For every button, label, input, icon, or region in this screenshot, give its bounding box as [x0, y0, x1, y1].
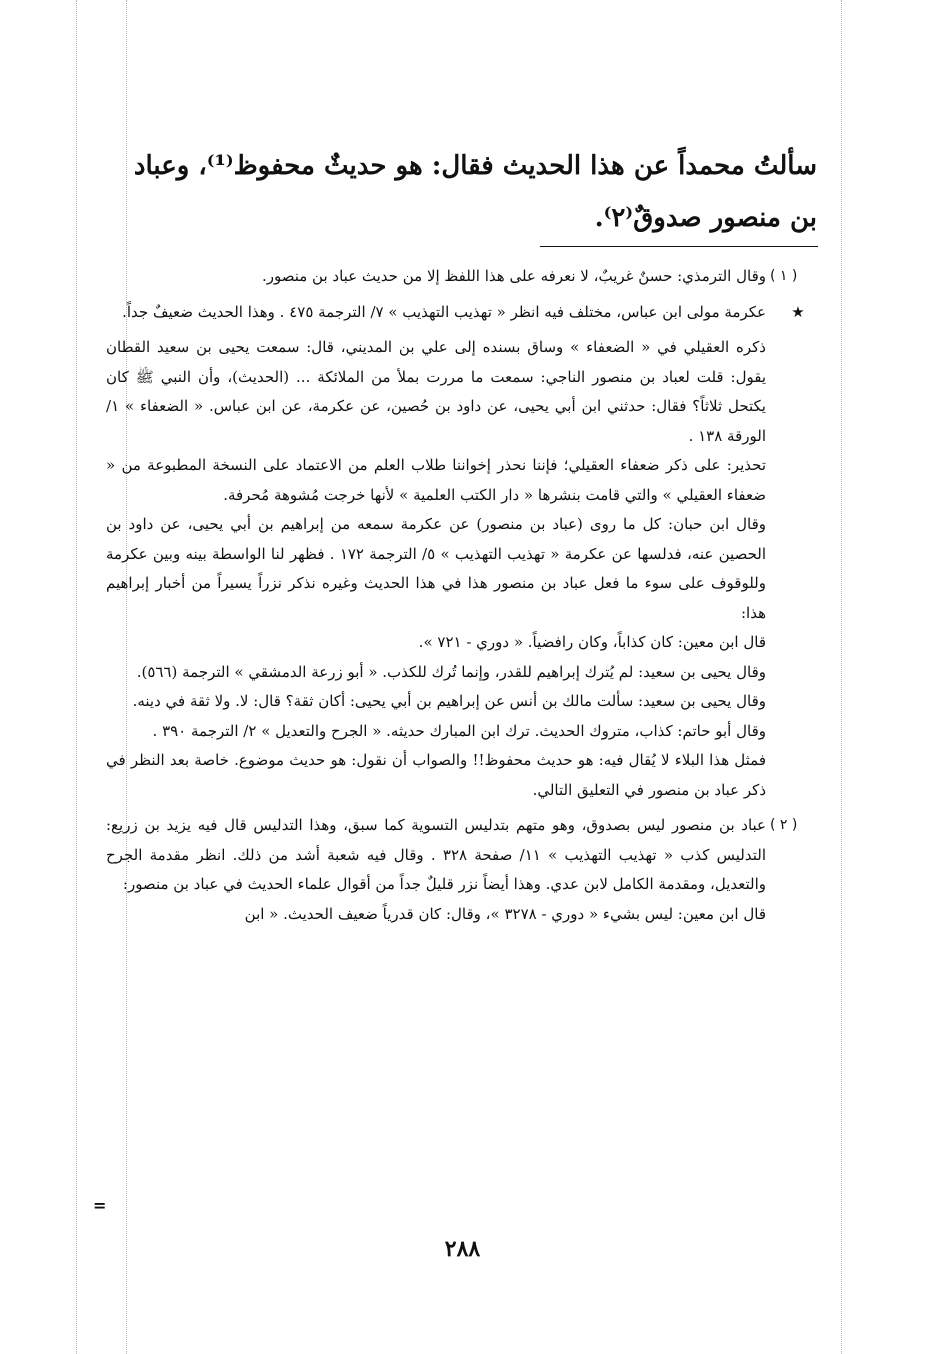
footnote-1 [106, 262, 826, 292]
page-number: ٢٨٨ [444, 1236, 481, 1262]
footnotes [106, 262, 826, 935]
footnote-separator [540, 246, 818, 247]
footnote-paragraph: فمثل هذا البلاء لا يُقال فيه: هو حديث محفوظ!! والصواب أن نقول: هو حديث موضوع. خاصة بعد النظر في ذكر عباد بن منصور في التعليق التالي. [106, 751, 766, 799]
footnote-paragraph: قال ابن معين: ليس بشيء « دوري - ٣٢٧٨ »، وقال: كان قدرياً ضعيف الحديث. « ابن [244, 904, 766, 923]
star-icon: ★ [791, 302, 805, 321]
footnote-paragraph: وقال ابن حبان: كل ما روى (عباد بن منصور) عن عكرمة سمعه من إبراهيم بن أبي يحيى، عن داود بن الحصين عنه، فدلسها عن عكرمة « تهذيب التهذيب » ٥/ الترجمة ١٧٢ . فظهر لنا الواسطة بينه وبين عكرمة وللوقوف على سوء ما فعل عباد بن منصور هذا في هذا الحديث وغيره نذكر نزراً يسيراً من أخبار إبراهيم هذا: [106, 515, 766, 622]
footnote-paragraph: عكرمة مولى ابن عباس، مختلف فيه انظر « تهذيب التهذيب » ٧/ الترجمة ٤٧٥ . وهذا الحديث ضعيفٌ جداً. [122, 302, 766, 321]
footnote-paragraph: وقال أبو حاتم: كذاب، متروك الحديث. ترك ابن المبارك حديثه. « الجرح والتعديل » ٢/ الترجمة ٣٩٠ . [152, 721, 766, 740]
footnote-paragraph: قال ابن معين: كان كذاباً، وكان رافضياً. « دوري - ٧٢١ ». [418, 633, 766, 651]
footnote-continuation [106, 333, 826, 805]
footnote-paragraph: وقال الترمذي: حسنٌ غريبٌ، لا نعرفه على هذا اللفظ إلا من حديث عباد بن منصور. [261, 267, 766, 285]
footnote-2 [106, 811, 826, 929]
continuation-mark: = [93, 1196, 107, 1215]
footnote-paragraph: وقال يحيى بن سعيد: لم يُترك إبراهيم للقدر، وإنما تُرك للكذب. « أبو زرعة الدمشقي » الترجمة (٥٦٦). [136, 662, 766, 681]
footnote-paragraph: ذكره العقيلي في « الضعفاء » وساق بسنده إلى علي بن المديني، قال: سمعت يحيى بن سعيد القطان يقول: قلت لعباد بن منصور الناجي: سمعت ما مررت بملأ من الملائكة ... (الحديث)، وأن النبي ﷺ كان يكتحل ثلاثاً؟ فقال: حدثني ابن أبي يحيى، عن داود بن حُصين، عن عكرمة، عن ابن عباس. « الضعفاء » ١/ الورقة ١٣٨ . [106, 338, 766, 445]
footnote-paragraph: تحذير: على ذكر ضعفاء العقيلي؛ فإننا نحذر إخواننا طلاب العلم من الاعتماد على النسخة المطبوعة من « ضعفاء العقيلي » والتي قامت بنشرها « دار الكتب العلمية » لأنها خرجت مُشوهة مُحرفة. [106, 456, 766, 504]
footnote-marker: ( ٢ ) [770, 817, 798, 833]
main-text: سألتُ محمداً عن هذا الحديث فقال: هو حديثٌ محفوظ⁽¹⁾، وعباد بن منصور صدوقٌ⁽٢⁾. [133, 151, 817, 233]
footnote-marker: ( ١ ) [770, 268, 798, 284]
footnote-paragraph: عباد بن منصور ليس بصدوق، وهو متهم بتدليس التسوية كما سبق، وهذا التدليس قال فيه يزيد بن زريع: التدليس كذب « تهذيب التهذيب » ١١/ صفحة ٣٢٨ . وقال فيه شعبة أشد من ذلك. انظر مقدمة الجرح والتعديل، ومقدمة الكامل لابن عدي. وهذا أيضاً نزر قليلٌ جداً من أقوال علماء الحديث في عباد بن منصور: [106, 816, 767, 893]
footnote-star [106, 298, 826, 328]
margin-guide-line [76, 0, 77, 1354]
footnote-paragraph: وقال يحيى بن سعيد: سألت مالك بن أنس عن إبراهيم بن أبي يحيى: أكان ثقة؟ قال: لا. ولا ثقة في دينه. [132, 692, 766, 710]
margin-guide-line [841, 0, 842, 1354]
